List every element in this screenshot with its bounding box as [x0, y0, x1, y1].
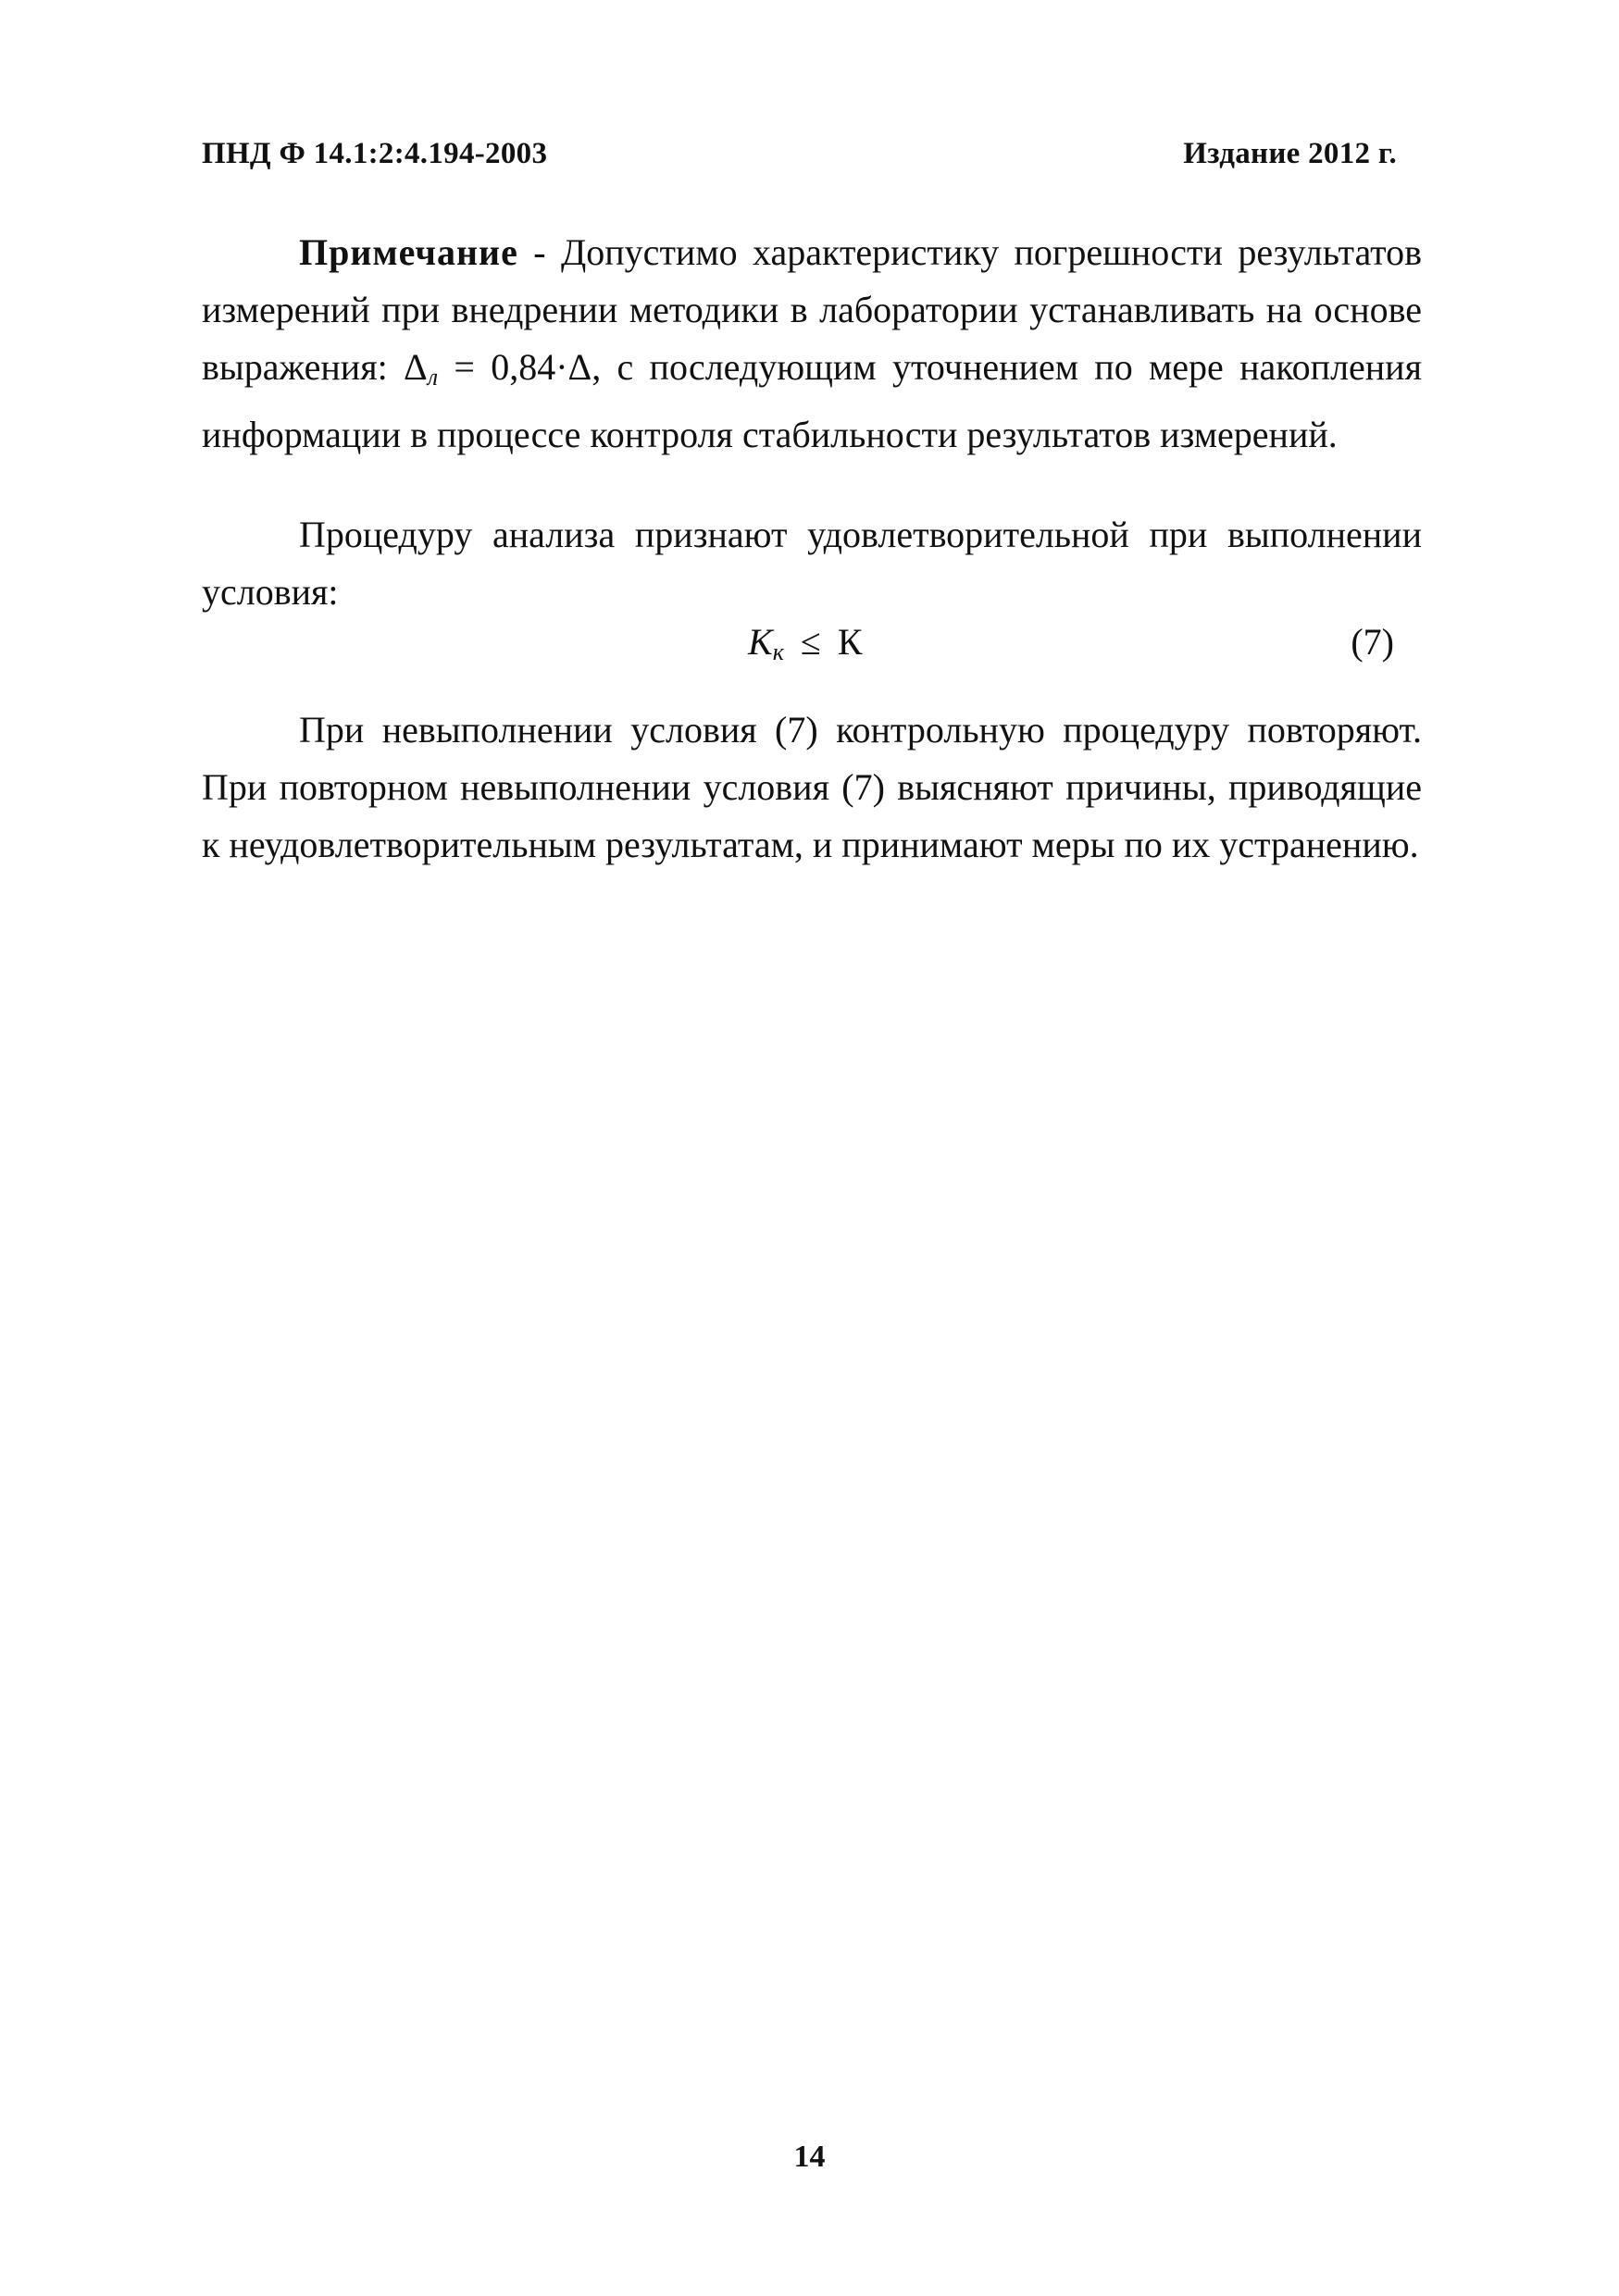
formula-number: (7)	[1351, 621, 1394, 663]
failure-paragraph: При невыполнении условия (7) контрольную процедуру повторяют. При повторном невыполнении условия (7) выясняют причины, приводящие к неудовлетворительным результатам, и принимают меры по их устранению.	[202, 709, 1422, 865]
page-number: 14	[793, 2140, 826, 2174]
note-label: Примечание	[299, 231, 518, 273]
formula	[748, 614, 863, 681]
formula-limit: К	[837, 621, 863, 663]
condition-paragraph: Процедуру анализа признают удовлетворительной при выполнении условия:	[202, 514, 1422, 613]
note-subscript: л	[427, 364, 439, 391]
note-paragraph	[202, 224, 1422, 464]
edition-label: Издание 2012 г.	[1183, 137, 1397, 170]
formula-row	[202, 614, 1422, 671]
document-code: ПНД Ф 14.1:2:4.194-2003	[202, 137, 548, 170]
formula-variable: K	[748, 621, 773, 663]
formula-operator: ≤	[800, 621, 821, 663]
note-text-before: - Допустимо характеристику погрешности результатов измерений при внедрении методики в лаборатории устанавливать на основе выражения: Δ	[202, 231, 1422, 388]
note-text-after: = 0,84·Δ, с последующим уточнением по мере накопления информации в процессе контроля стабильности результатов измерений.	[202, 346, 1422, 455]
formula-subscript: к	[772, 639, 784, 665]
